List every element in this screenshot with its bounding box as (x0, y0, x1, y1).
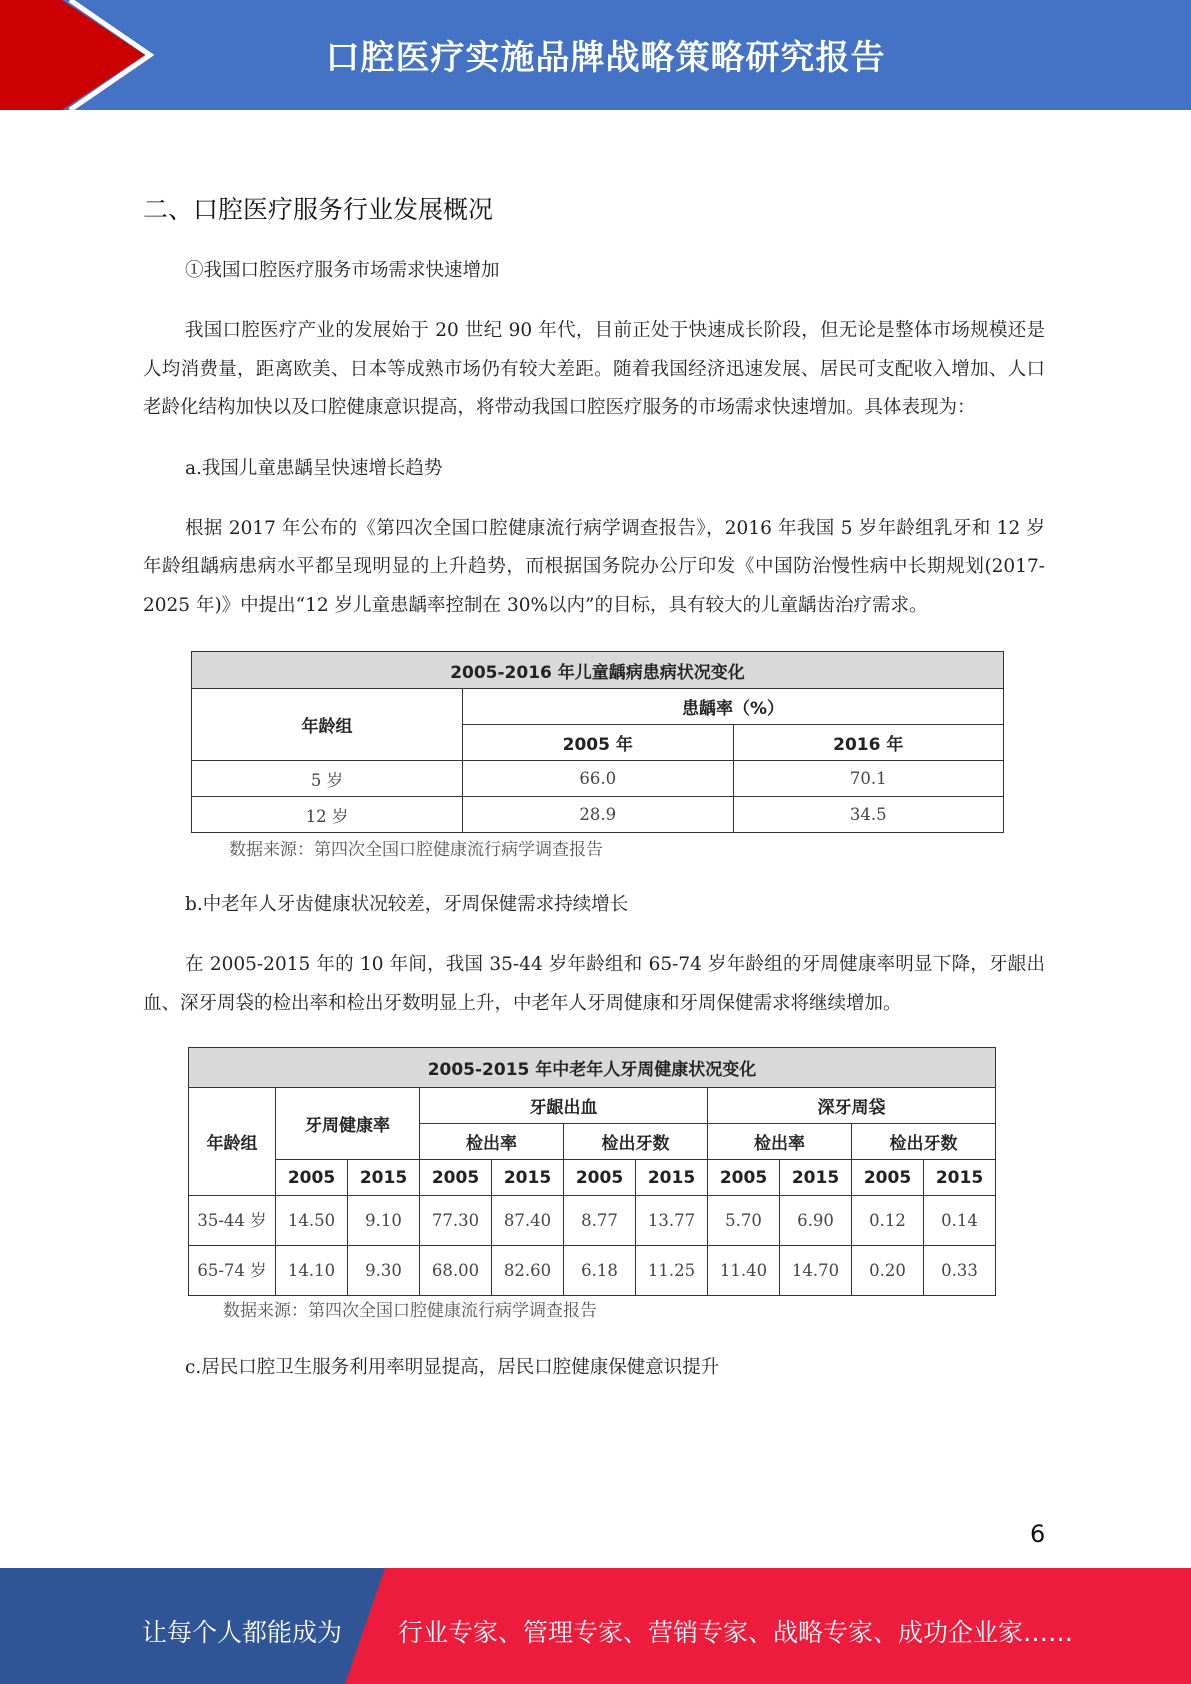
table-header-age: 年龄组 (189, 1088, 276, 1196)
table-header-year: 2016 年 (733, 725, 1004, 761)
table-header-year: 2005 年 (463, 725, 734, 761)
table-header-year: 2005 (276, 1160, 348, 1196)
table-header-year: 2015 (780, 1160, 852, 1196)
table-header-year: 2015 (924, 1160, 996, 1196)
table-header-detect-rate: 检出率 (708, 1124, 852, 1160)
paragraph-a: 根据 2017 年公布的《第四次全国口腔健康流行病学调查报告》，2016 年我国 5 岁年龄组乳牙和 12 岁年龄组龋病患病水平都呈现明显的上升趋势，而根据国务院办公厅印发《中国防治慢性病中长期规划(2017-2025 年)》中提出“12 岁儿童患龋率控制在 30%以内”的目标，具有较大的儿童龋齿治疗需求。 (143, 517, 1045, 616)
table-header-year: 2005 (852, 1160, 924, 1196)
table-cell: 70.1 (733, 761, 1004, 797)
table-cell: 68.00 (420, 1246, 492, 1296)
table-cell: 14.10 (276, 1246, 348, 1296)
table-periodontal (188, 1047, 996, 1296)
table-header-year: 2005 (564, 1160, 636, 1196)
table-header-periodontal: 牙周健康率 (276, 1088, 420, 1160)
header-title: 口腔医疗实施品牌战略策略研究报告 (325, 38, 886, 78)
table-cell: 34.5 (733, 797, 1004, 833)
table-header-bleeding: 牙龈出血 (420, 1088, 708, 1124)
table-caption: 2005-2016 年儿童龋病患病状况变化 (192, 652, 1004, 689)
table-cell: 87.40 (492, 1196, 564, 1246)
table-header-year: 2005 (420, 1160, 492, 1196)
table-cell: 14.70 (780, 1246, 852, 1296)
page-number: 6 (1030, 1520, 1046, 1548)
table-header-detect-teeth: 检出牙数 (852, 1124, 996, 1160)
table-row (192, 761, 1004, 797)
table-cell: 5 岁 (192, 761, 463, 797)
table-cell: 77.30 (420, 1196, 492, 1246)
table-cell: 14.50 (276, 1196, 348, 1246)
page-header (0, 0, 1191, 110)
footer-slogan-right: 行业专家、管理专家、营销专家、战略专家、成功企业家…… (398, 1618, 1074, 1647)
table-cell: 28.9 (463, 797, 734, 833)
table-header-year: 2015 (636, 1160, 708, 1196)
section-heading: 二、口腔医疗服务行业发展概况 (143, 195, 494, 224)
point-a: a.我国儿童患龋呈快速增长趋势 (185, 457, 443, 479)
table-cell: 0.14 (924, 1196, 996, 1246)
page-footer (0, 1568, 1191, 1684)
table-cell: 66.0 (463, 761, 734, 797)
table-row (192, 797, 1004, 833)
table-header-year: 2015 (492, 1160, 564, 1196)
table-cell: 9.10 (348, 1196, 420, 1246)
point-c: c.居民口腔卫生服务利用率明显提高，居民口腔健康保健意识提升 (185, 1357, 720, 1378)
main-content (143, 190, 1045, 1409)
table-cell: 11.40 (708, 1246, 780, 1296)
table-caption: 2005-2015 年中老年人牙周健康状况变化 (189, 1048, 996, 1088)
table-header-year: 2005 (708, 1160, 780, 1196)
table-header-pocket: 深牙周袋 (708, 1088, 996, 1124)
table-cell: 0.12 (852, 1196, 924, 1246)
table-cell: 0.33 (924, 1246, 996, 1296)
table-cell: 35-44 岁 (189, 1196, 276, 1246)
paragraph-b: 在 2005-2015 年的 10 年间，我国 35-44 岁年龄组和 65-74 岁年龄组的牙周健康率明显下降，牙龈出血、深牙周袋的检出率和检出牙数明显上升，中老年人牙周健康和牙周保健需求将继续增加。 (143, 954, 1045, 1014)
table-cell: 0.20 (852, 1246, 924, 1296)
table-cell: 82.60 (492, 1246, 564, 1296)
table-row (189, 1196, 996, 1246)
footer-slogan-left: 让每个人都能成为 (142, 1618, 343, 1647)
table-cell: 12 岁 (192, 797, 463, 833)
subheading: ①我国口腔医疗服务市场需求快速增加 (185, 260, 500, 281)
table-header-detect-rate: 检出率 (420, 1124, 564, 1160)
table-cell: 6.18 (564, 1246, 636, 1296)
table-cell: 65-74 岁 (189, 1246, 276, 1296)
table-cell: 11.25 (636, 1246, 708, 1296)
table-cell: 8.77 (564, 1196, 636, 1246)
intro-paragraph: 我国口腔医疗产业的发展始于 20 世纪 90 年代，目前正处于快速成长阶段，但无论是整体市场规模还是人均消费量，距离欧美、日本等成熟市场仍有较大差距。随着我国经济迅速发展、居民可支配收入增加、人口老龄化结构加快以及口腔健康意识提高，将带动我国口腔医疗服务的市场需求快速增加。具体表现为： (143, 320, 1045, 418)
table-source: 数据来源：第四次全国口腔健康流行病学调查报告 (229, 840, 603, 860)
table-row (189, 1246, 996, 1296)
table-cell: 9.30 (348, 1246, 420, 1296)
table-header-year: 2015 (348, 1160, 420, 1196)
table-source: 数据来源：第四次全国口腔健康流行病学调查报告 (223, 1301, 597, 1321)
table-cell: 6.90 (780, 1196, 852, 1246)
table-child-caries (191, 651, 1004, 833)
table-header-rate: 患龋率（%） (463, 689, 1004, 725)
table-cell: 5.70 (708, 1196, 780, 1246)
table-header-age: 年龄组 (192, 689, 463, 761)
point-b: b.中老年人牙齿健康状况较差，牙周保健需求持续增长 (185, 894, 629, 915)
table-cell: 13.77 (636, 1196, 708, 1246)
table-header-detect-teeth: 检出牙数 (564, 1124, 708, 1160)
